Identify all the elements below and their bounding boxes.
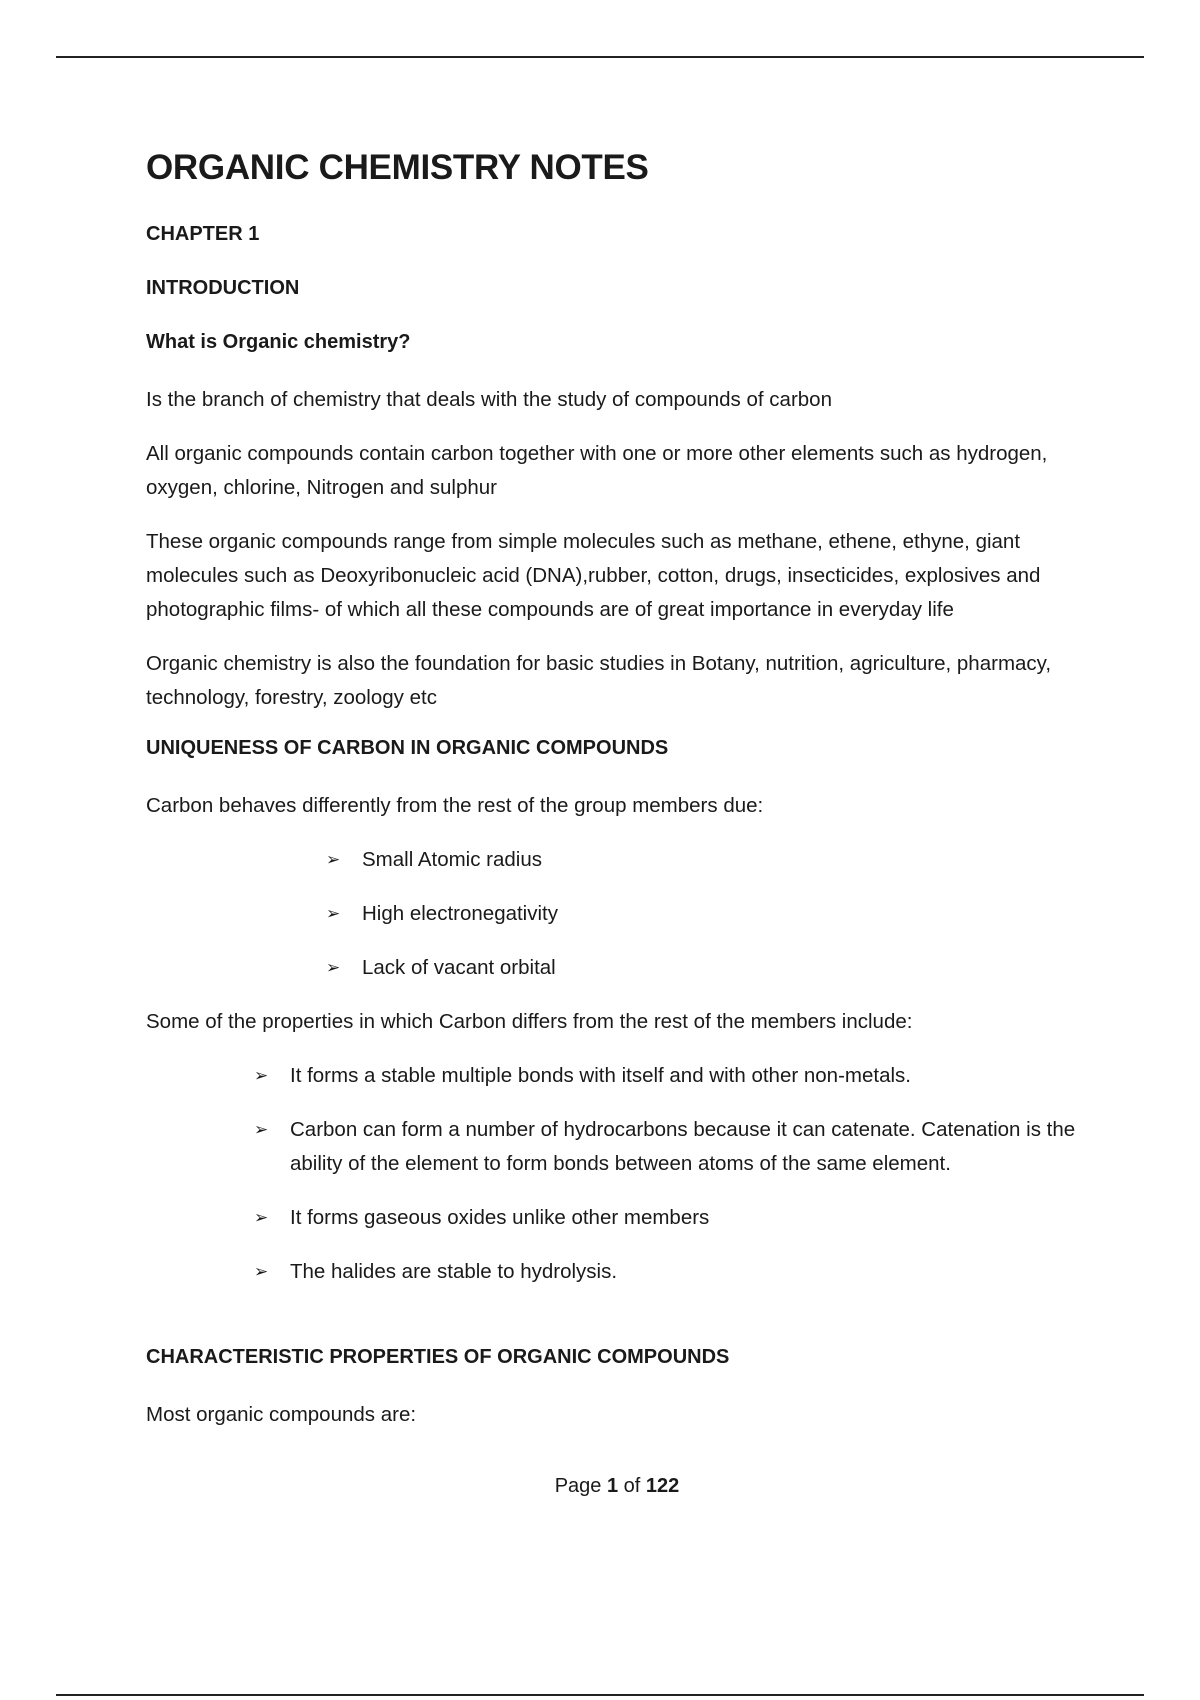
- list-item-text: Lack of vacant orbital: [362, 956, 556, 979]
- bottom-rule: [56, 1694, 1144, 1696]
- document-title: ORGANIC CHEMISTRY NOTES: [146, 148, 649, 187]
- list-item-text: High electronegativity: [362, 902, 558, 925]
- paragraph-definition: Is the branch of chemistry that deals with the study of compounds of carbon: [146, 388, 832, 411]
- arrow-bullet-icon: ➢: [254, 1208, 269, 1227]
- uniqueness-intro: Carbon behaves differently from the rest of the group members due:: [146, 794, 764, 817]
- list-item: [146, 1059, 1096, 1093]
- characteristics-intro: Most organic compounds are:: [146, 1403, 417, 1426]
- list-item-text: Carbon can form a number of hydrocarbons because it can catenate. Catenation is the ability of the element to form bonds between atoms of the same element.: [290, 1118, 1076, 1175]
- uniqueness-heading: UNIQUENESS OF CARBON IN ORGANIC COMPOUNDS: [146, 737, 669, 759]
- paragraph-elements: All organic compounds contain carbon together with one or more other elements such as hydrogen, oxygen, chlorine, Nitrogen and sulphur: [146, 442, 1048, 499]
- page-label: Page: [554, 1475, 602, 1497]
- arrow-bullet-icon: ➢: [326, 850, 341, 869]
- list-item-text: Small Atomic radius: [362, 848, 543, 871]
- total-pages: 122: [645, 1475, 680, 1497]
- top-rule: [56, 56, 1144, 58]
- of-label: of: [623, 1475, 641, 1497]
- question-heading: What is Organic chemistry?: [146, 331, 411, 353]
- list-item: [146, 1255, 1096, 1289]
- list-item: [146, 1113, 1096, 1181]
- list-item-text: The halides are stable to hydrolysis.: [290, 1260, 618, 1283]
- paragraph-foundation: Organic chemistry is also the foundation for basic studies in Botany, nutrition, agriculture, pharmacy, technology, forestry, zoology etc: [146, 652, 1052, 709]
- section-spacer: [146, 1309, 1096, 1344]
- arrow-bullet-icon: ➢: [254, 1120, 269, 1139]
- reasons-list: [146, 843, 1096, 985]
- list-item-text: It forms gaseous oxides unlike other members: [290, 1206, 710, 1229]
- chapter-heading: CHAPTER 1: [146, 223, 260, 245]
- properties-intro: Some of the properties in which Carbon differs from the rest of the members include:: [146, 1010, 913, 1033]
- list-item: [146, 1201, 1096, 1235]
- current-page: 1: [606, 1475, 619, 1497]
- page-content: [146, 146, 1096, 1452]
- list-item-text: It forms a stable multiple bonds with itself and with other non-metals.: [290, 1064, 911, 1087]
- arrow-bullet-icon: ➢: [326, 904, 341, 923]
- arrow-bullet-icon: ➢: [326, 958, 341, 977]
- list-item: [146, 897, 1096, 931]
- list-item: [146, 951, 1096, 985]
- list-item: [146, 843, 1096, 877]
- properties-list: [146, 1059, 1096, 1289]
- arrow-bullet-icon: ➢: [254, 1066, 269, 1085]
- page-number: [0, 1473, 1200, 1499]
- paragraph-examples: These organic compounds range from simple molecules such as methane, ethene, ethyne, giant molecules such as Deoxyribonucleic acid (DNA),rubber, cotton, drugs, insecticides, explosives and photographic films- of which all these compounds are of great importance in everyday life: [146, 530, 1041, 621]
- characteristics-heading: CHARACTERISTIC PROPERTIES OF ORGANIC COMPOUNDS: [146, 1346, 730, 1368]
- arrow-bullet-icon: ➢: [254, 1262, 269, 1281]
- introduction-heading: INTRODUCTION: [146, 277, 300, 299]
